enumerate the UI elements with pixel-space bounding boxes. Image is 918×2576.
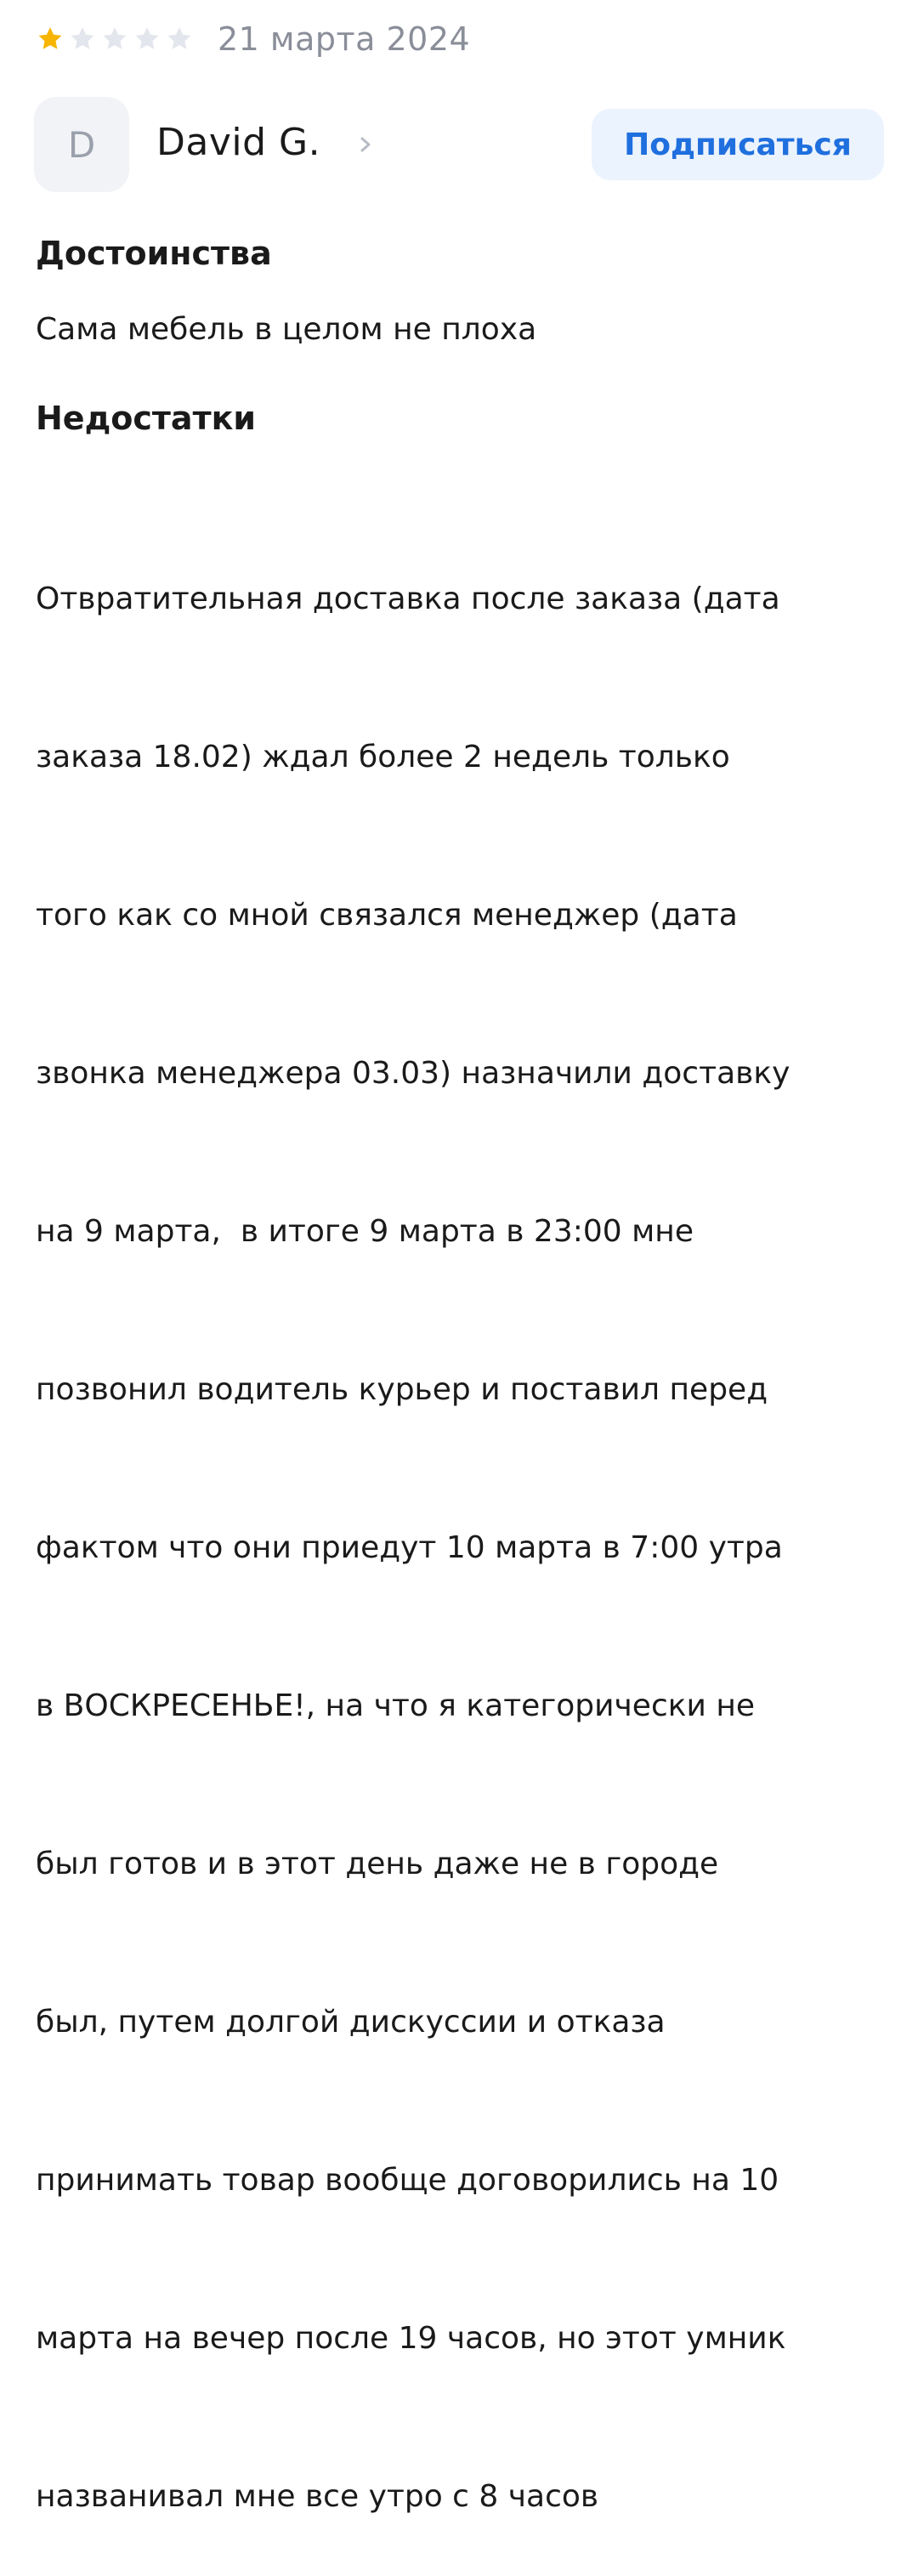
cons-text-line: названивал мне все утро с 8 часов [36,2479,599,2514]
pros-text: Сама мебель в целом не плоха [36,312,537,347]
cons-text-line: заказа 18.02) ждал более 2 недель только [36,740,730,775]
cons-text-line: на 9 марта, в итоге 9 марта в 23:00 мне [36,1214,694,1249]
cons-text-line: марта на вечер после 19 часов, но этот умник [36,2321,786,2356]
cons-text-line: Отвратительная доставка после заказа (дата [36,582,780,616]
cons-text-line: принимать товар вообще договорились на 10 [36,2163,779,2198]
star-empty-icon [133,25,162,54]
avatar-initial: D [67,123,96,166]
pros-title: Достоинства [36,235,272,272]
cons-text-line: был, путем долгой дискуссии и отказа [36,2005,666,2040]
author-row [34,97,884,192]
cons-text-line: в ВОСКРЕСЕНЬЕ!, на что я категорически не [36,1688,755,1723]
avatar[interactable] [34,97,129,192]
subscribe-button[interactable]: Подписаться [592,109,884,180]
chevron-right-icon[interactable] [357,131,376,158]
star-empty-icon [100,25,129,54]
cons-text-line: фактом что они приедут 10 марта в 7:00 утра [36,1530,783,1565]
author-name[interactable]: David G. [156,121,321,164]
review-date: 21 марта 2024 [218,20,471,58]
rating-row [36,19,470,60]
cons-text [36,468,894,2576]
cons-text-line: того как со мной связался менеджер (дата [36,898,738,933]
star-empty-icon [68,25,97,54]
cons-title: Недостатки [36,400,257,437]
star-rating [36,25,194,54]
cons-text-line: позвонил водитель курьер и поставил перед [36,1372,768,1407]
cons-text-line: был готов и в этот день даже не в городе [36,1847,719,1881]
star-filled-icon [36,25,65,54]
star-empty-icon [165,25,194,54]
cons-text-line: звонка менеджера 03.03) назначили доставку [36,1056,790,1091]
